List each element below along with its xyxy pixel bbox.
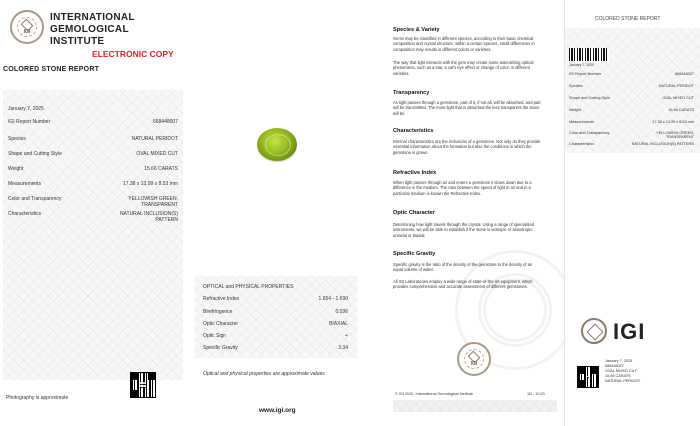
section-text: Specific gravity is the ratio of the density of the gemstone to the density of an equal volume of water.: [393, 262, 533, 273]
summary-panel: COLORED STONE REPORT January 7, 2025 IGI Report Number 668448007 Species NATURAL PERIDOT Shape and Cutting Style OVAL MIXED CUT Weight 15.66 CARATS Measurements 17.38 x 13.99 x 8.53 mm Color and Transparency YELLOWISH GREEN, TRANSPARENT Characteristics NATURAL INCLUSION(S) PATTERN IGI January 7, 2025 668448007 OVAL MIXED CUT 15.66 CARATS NATURAL PERIDOT: [565, 0, 700, 426]
gemstone-photo: [257, 128, 297, 161]
section-text: As light passes through a gemstone, part of it, if not all, will be absorbed, and part will be transmitted. The more light that is absorbed the less transparent the stone will be.: [393, 100, 541, 116]
qr-code[interactable]: [577, 366, 599, 388]
website-link[interactable]: www.igi.org: [259, 407, 296, 414]
report-front-panel: IGI INTERNATIONAL GEMOLOGICAL INSTITUTE ELECTRONIC COPY COLORED STONE REPORT January 7, 2025 IGI Report Number 668448007 Species NATURAL PERIDOT Shape and Cutting Style OVAL MIXED CUT Weight 15.66 CARATS Measurements 17.38 x 13.99 x 8.53 mm Color and Transparency YELLOWISH GREEN, TRANSPARENT Characteristics NATURAL INCLUSION(S) PATTERN Photography is approximate: [0, 0, 195, 426]
section-title: Optic Character: [393, 210, 435, 216]
igi-seal-icon: IGI: [457, 342, 491, 376]
electronic-copy-label: ELECTRONIC COPY: [92, 49, 174, 59]
stub-details: January 7, 2025 668448007 OVAL MIXED CUT 15.66 CARATS NATURAL PERIDOT: [605, 359, 641, 383]
institute-name: INTERNATIONAL GEMOLOGICAL INSTITUTE: [50, 12, 135, 47]
summary-title: COLORED STONE REPORT: [595, 16, 661, 22]
optical-title: OPTICAL and PHYSICAL PROPERTIES: [203, 284, 294, 290]
security-strip: [393, 400, 557, 412]
section-text: Internal characteristics are the inclusions of a gemstone. Not only do they provide essential information about the formation but also the conditions in which the gemstone is grown.: [393, 139, 541, 155]
section-title: Transparency: [393, 90, 430, 96]
section-text: The way that light interacts with the gem may create some astonishing optical phenomena, such as a star, a cat's eye effect or change of color, in different varieties.: [393, 60, 534, 76]
summary-date: January 7, 2025: [569, 63, 595, 67]
section-title: Characteristics: [393, 128, 434, 134]
section-text: Determining how light travels through the crystal. Using a range of specialized instruments, we will be able to establish if the stone is isotropic or anisotropic: uniaxial or biaxial.: [393, 222, 535, 238]
section-title: Species & Variety: [393, 27, 440, 33]
section-text: All IGI Laboratories employ a wide range of state-of-the-art equipment, which provides comprehensive and accurate assessment of different gemstones.: [393, 279, 533, 290]
field-row: Color and Transparency YELLOWISH GREEN, TRANSPARENT: [8, 196, 178, 208]
qr-code[interactable]: [130, 372, 156, 398]
igi-seal-icon: IGI: [10, 10, 44, 44]
form-code: 1D - 10.20: [527, 392, 545, 396]
barcode: [569, 48, 609, 61]
section-title: Specific Gravity: [393, 251, 436, 257]
copyright: © IGI 2020, International Gemological Institute: [395, 392, 473, 396]
summary-row: Color and Transparency YELLOWISH GREEN, TRANSPARENT: [569, 131, 694, 139]
igi-logo-icon: [581, 318, 607, 344]
report-date: January 7, 2025: [8, 106, 44, 112]
optical-note: Optical and physical properties are approximate values: [203, 371, 325, 377]
igi-logo: IGI: [581, 318, 691, 348]
field-row: Characteristics NATURAL INCLUSION(S) PATTERN: [8, 211, 178, 223]
report-title: COLORED STONE REPORT: [3, 66, 100, 73]
section-text: When light passes through air and enters a gemstone it slows down due to a difference in the medium. The ratio between the speed of light in air and in a particular medium is known the Refractive Index.: [393, 180, 532, 196]
watermark-background: [3, 90, 183, 380]
photo-properties-panel: OPTICAL and PHYSICAL PROPERTIES Refractive Index 1.654 - 1.690 Birefringence 0.036 Optic Character BIAXIAL Optic Sign + Specific Gravity 3.34 Optical and physical properties are approximate values www.igi.org: [195, 0, 385, 426]
information-panel: [385, 0, 565, 426]
section-text: Gems may be classified in different species, according to their basic chemical composition and crystal structure; within a certain species, small differences in composition may results in different colors or varieties.: [393, 36, 535, 52]
section-title: Refractive Index: [393, 170, 437, 176]
photo-note: Photography is approximate: [6, 395, 69, 401]
